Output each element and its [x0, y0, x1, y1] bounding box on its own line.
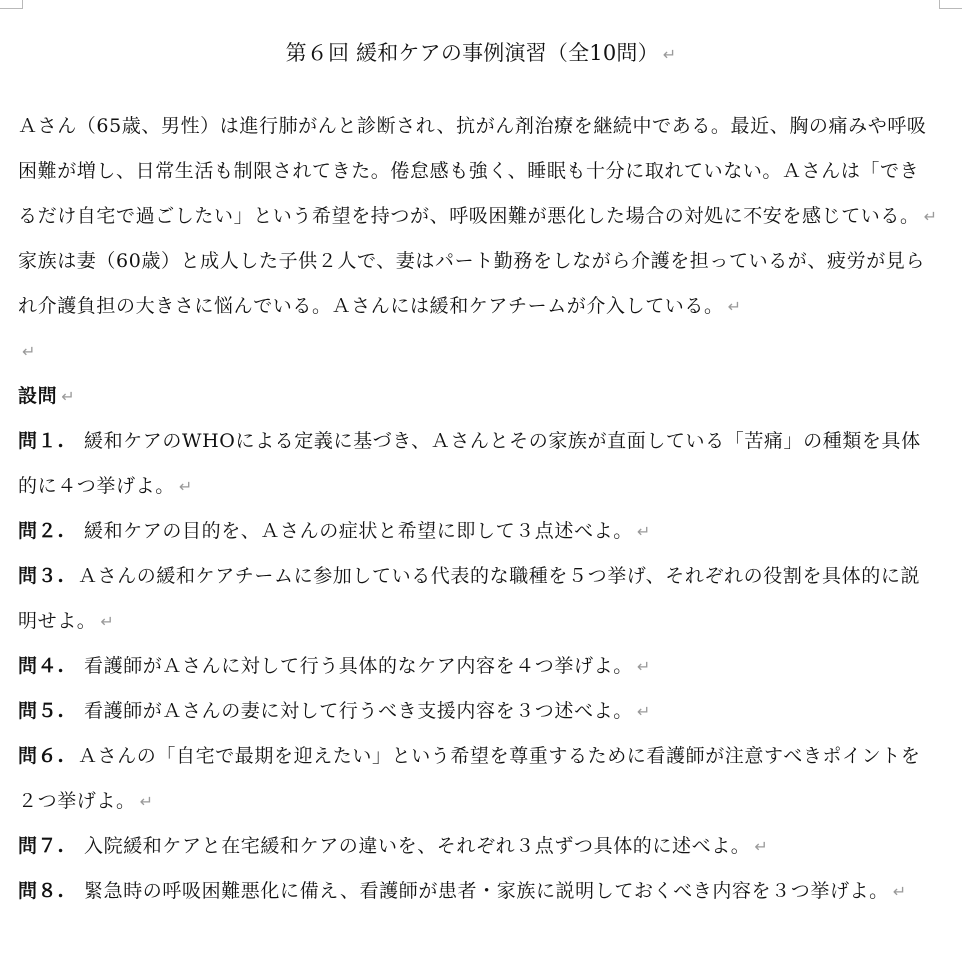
case-line-text[interactable]: 家族は妻（60歳）と成人した子供２人で、妻はパート勤務をしながら介護を担っているが、疲労が見ら: [18, 250, 925, 272]
case-line[interactable]: [18, 104, 948, 149]
question-number[interactable]: 問４.: [18, 655, 65, 677]
paragraph-mark-icon: ↵: [178, 477, 193, 496]
questions-heading-text[interactable]: 設問: [18, 385, 58, 407]
case-line[interactable]: [18, 239, 948, 284]
question-text[interactable]: 緩和ケアの目的を、Ａさんの症状と希望に即して３点述べよ。: [84, 520, 633, 542]
question-item[interactable]: [18, 554, 948, 599]
document-title[interactable]: [0, 33, 962, 75]
question-item[interactable]: [18, 419, 948, 464]
question-number[interactable]: 問３.: [18, 565, 65, 587]
question-item[interactable]: [18, 509, 948, 554]
title-text[interactable]: 第６回 緩和ケアの事例演習（全10問）: [285, 41, 659, 65]
question-number[interactable]: 問２.: [18, 520, 65, 542]
question-item[interactable]: [18, 734, 948, 779]
question-text[interactable]: Ａさんの緩和ケアチームに参加している代表的な職種を５つ挙げ、それぞれの役割を具体的に説: [78, 565, 921, 587]
empty-paragraph[interactable]: [18, 329, 948, 374]
question-item[interactable]: [18, 644, 948, 689]
paragraph-mark-icon: ↵: [662, 45, 677, 64]
question-item[interactable]: [18, 869, 948, 914]
case-line[interactable]: [18, 284, 948, 329]
question-text[interactable]: 緊急時の呼吸困難悪化に備え、看護師が患者・家族に説明しておくべき内容を３つ挙げよ。: [84, 880, 889, 902]
question-number[interactable]: 問７.: [18, 835, 65, 857]
paragraph-mark-icon: ↵: [61, 387, 76, 406]
paragraph-mark-icon: ↵: [636, 702, 651, 721]
question-text[interactable]: Ａさんの「自宅で最期を迎えたい」という希望を尊重するために看護師が注意すべきポイントを: [78, 745, 921, 767]
question-number[interactable]: 問１.: [18, 430, 65, 452]
case-line[interactable]: [18, 194, 948, 239]
paragraph-mark-icon: ↵: [892, 882, 907, 901]
question-text[interactable]: 明せよ。: [18, 610, 97, 632]
question-number[interactable]: 問６.: [18, 745, 65, 767]
paragraph-mark-icon: ↵: [923, 207, 938, 226]
case-line-text[interactable]: るだけ自宅で過ごしたい」という希望を持つが、呼吸困難が悪化した場合の対処に不安を感じている。: [18, 205, 920, 227]
paragraph-mark-icon: ↵: [636, 522, 651, 541]
question-text[interactable]: 入院緩和ケアと在宅緩和ケアの違いを、それぞれ３点ずつ具体的に述べよ。: [84, 835, 751, 857]
question-continuation[interactable]: [18, 779, 948, 824]
question-text[interactable]: ２つ挙げよ。: [18, 790, 136, 812]
paragraph-mark-icon: ↵: [22, 342, 37, 361]
question-item[interactable]: [18, 824, 948, 869]
case-line-text[interactable]: れ介護負担の大きさに悩んでいる。Ａさんには緩和ケアチームが介入している。: [18, 295, 724, 317]
paragraph-mark-icon: ↵: [754, 837, 769, 856]
question-item[interactable]: [18, 689, 948, 734]
question-continuation[interactable]: [18, 599, 948, 644]
case-line-text[interactable]: 困難が増し、日常生活も制限されてきた。倦怠感も強く、睡眠も十分に取れていない。Ａさんは「でき: [18, 160, 920, 182]
paragraph-mark-icon: ↵: [139, 792, 154, 811]
questions-heading[interactable]: [18, 374, 948, 419]
question-continuation[interactable]: [18, 464, 948, 509]
document-body[interactable]: [18, 104, 948, 914]
paragraph-mark-icon: ↵: [636, 657, 651, 676]
question-text[interactable]: 的に４つ挙げよ。: [18, 475, 175, 497]
question-text[interactable]: 看護師がＡさんの妻に対して行うべき支援内容を３つ述べよ。: [84, 700, 633, 722]
paragraph-mark-icon: ↵: [727, 297, 742, 316]
question-text[interactable]: 緩和ケアのWHOによる定義に基づき、Ａさんとその家族が直面している「苦痛」の種類を具体: [84, 430, 921, 452]
question-number[interactable]: 問８.: [18, 880, 65, 902]
paragraph-mark-icon: ↵: [100, 612, 115, 631]
question-text[interactable]: 看護師がＡさんに対して行う具体的なケア内容を４つ挙げよ。: [84, 655, 633, 677]
question-number[interactable]: 問５.: [18, 700, 65, 722]
page-corner-mark-top-right: [939, 0, 962, 9]
case-line[interactable]: [18, 149, 948, 194]
page-corner-mark-top-left: [0, 0, 23, 9]
case-line-text[interactable]: Ａさん（65歳、男性）は進行肺がんと診断され、抗がん剤治療を継続中である。最近、胸の痛みや呼吸: [18, 115, 927, 137]
